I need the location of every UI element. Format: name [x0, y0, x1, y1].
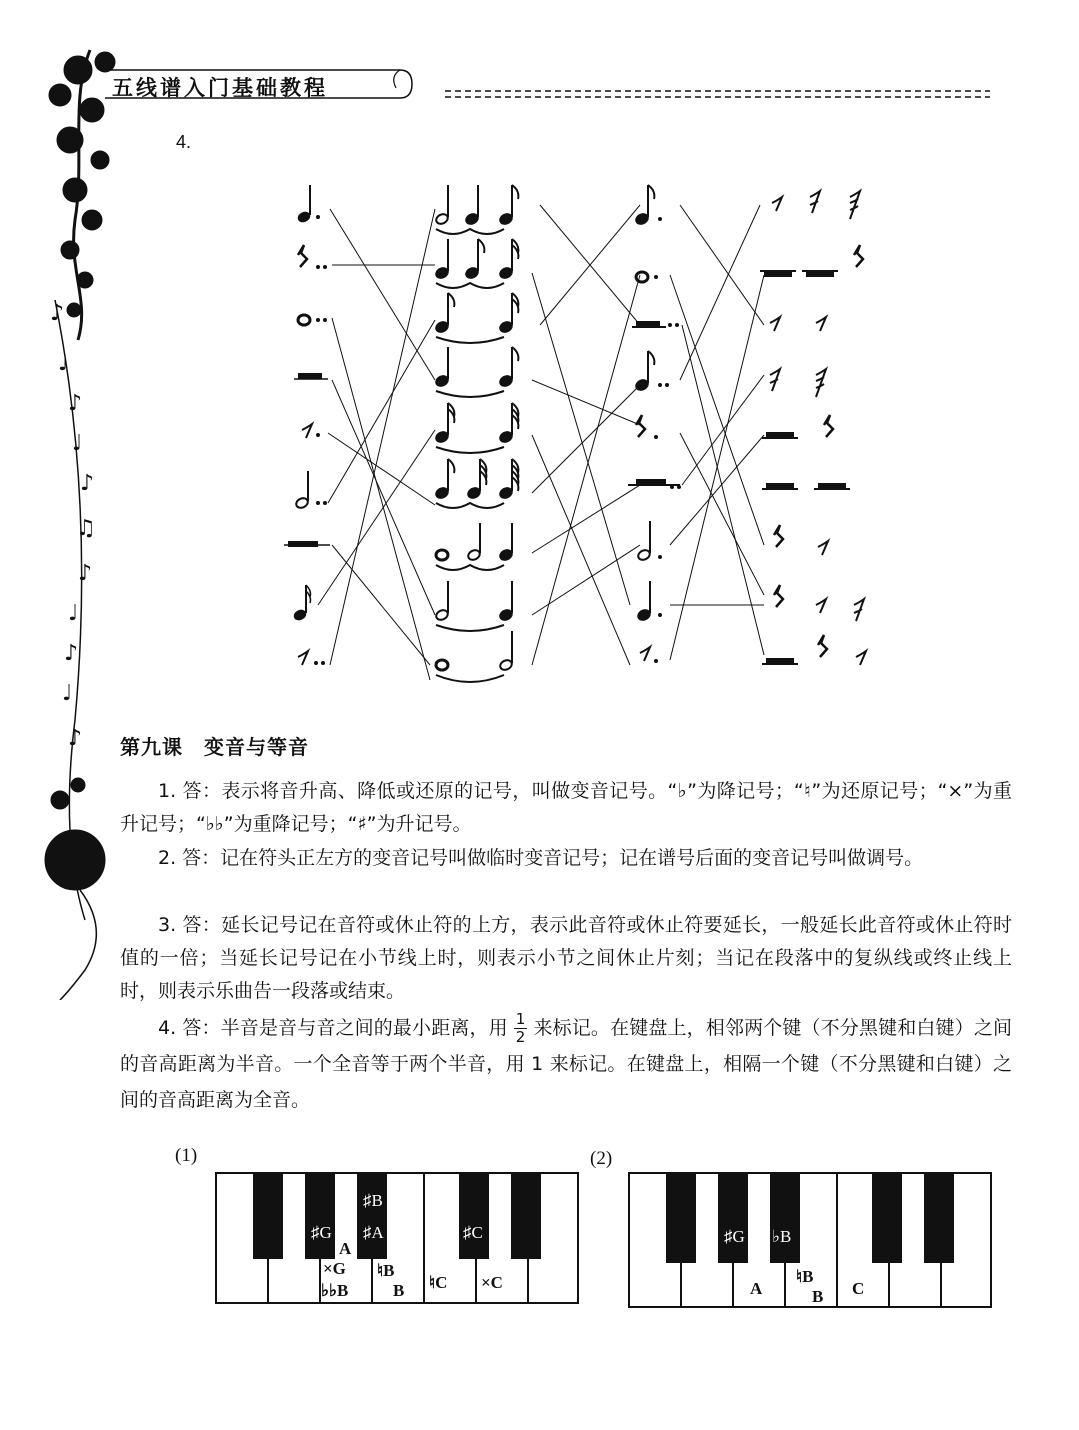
svg-text:♫: ♫	[76, 516, 96, 541]
exercise-number: 4.	[176, 132, 192, 152]
svg-text:♪: ♪	[68, 726, 83, 751]
svg-text:♩: ♩	[58, 351, 69, 376]
svg-text:×G: ×G	[323, 1259, 346, 1278]
svg-text:♮B: ♮B	[377, 1261, 395, 1280]
svg-text:♩: ♩	[68, 601, 79, 626]
svg-text:A: A	[750, 1279, 763, 1298]
svg-text:C: C	[852, 1279, 865, 1298]
keyboard-1	[215, 1172, 579, 1305]
svg-text:♯A: ♯A	[363, 1223, 384, 1242]
answer-3-text: 3. 答：延长记号记在音符或休止符的上方，表示此音符或休止符要延长，一般延长此音符或休止符时值的一倍；当延长记号记在小节线上时，则表示小节之间休止片刻；当记在段落中的复纵线或终止线上时，则表示乐曲告一段落或结束。	[120, 914, 1012, 1002]
keyboard-2-label: (2)	[590, 1148, 613, 1169]
svg-text:B: B	[393, 1281, 405, 1300]
answer-4-before: 4. 答：半音是音与音之间的最小距离，用	[158, 1017, 508, 1039]
svg-text:♪: ♪	[64, 641, 79, 666]
answer-4	[120, 1010, 1012, 1118]
svg-text:♯G: ♯G	[311, 1223, 332, 1242]
column-b	[435, 185, 519, 682]
column-d	[760, 191, 866, 665]
answer-1-text: 1. 答：表示将音升高、降低或还原的记号，叫做变音记号。“♭”为降记号；“♮”为还原记号；“×”为重升记号；“♭♭”为重降记号；“♯”为升记号。	[120, 780, 1012, 835]
header-title: 五线谱入门基础教程	[112, 75, 328, 100]
svg-text:♭B: ♭B	[772, 1227, 792, 1246]
section-title: 第九课 变音与等音	[120, 735, 309, 759]
header-dashed-line	[445, 88, 990, 100]
answer-4-after: 来标记。在键盘上，相邻两个键（不分黑键和白键）之间的音高距离为半音。一个全音等于两个半音，用 1 来标记。在键盘上，相隔一个键（不分黑键和白键）之间的音高距离为全音。	[120, 1017, 1012, 1111]
svg-text:♯G: ♯G	[724, 1227, 745, 1246]
keyboard-2	[628, 1172, 992, 1309]
answer-3	[120, 909, 1012, 1008]
svg-text:♪: ♪	[50, 301, 65, 326]
note-matching-diagram	[270, 175, 890, 705]
answer-2-text: 2. 答：记在符头正左方的变音记号叫做临时变音记号；记在谱号后面的变音记号叫做调号。	[158, 847, 924, 869]
svg-text:♪: ♪	[78, 561, 93, 586]
svg-text:♯B: ♯B	[363, 1191, 383, 1210]
keyboard-1-label: (1)	[175, 1145, 198, 1166]
column-a	[284, 185, 330, 665]
svg-text:♮C: ♮C	[429, 1273, 448, 1292]
svg-text:♪: ♪	[80, 471, 95, 496]
fraction-half	[514, 1011, 528, 1046]
svg-text:♩: ♩	[62, 681, 73, 706]
svg-text:B: B	[812, 1287, 824, 1306]
svg-text:×C: ×C	[481, 1273, 503, 1292]
answer-2	[120, 842, 1012, 875]
svg-text:♭♭B: ♭♭B	[321, 1281, 349, 1300]
column-c	[628, 185, 681, 663]
answer-1	[120, 775, 1012, 841]
svg-text:♩: ♩	[72, 431, 83, 456]
fraction-denominator: 2	[515, 1028, 526, 1046]
svg-text:♪: ♪	[68, 391, 83, 416]
svg-text:A: A	[339, 1239, 352, 1258]
svg-text:♯C: ♯C	[463, 1223, 483, 1242]
matching-lines	[318, 205, 764, 680]
svg-text:♮B: ♮B	[796, 1267, 814, 1286]
fraction-numerator: 1	[515, 1010, 526, 1028]
